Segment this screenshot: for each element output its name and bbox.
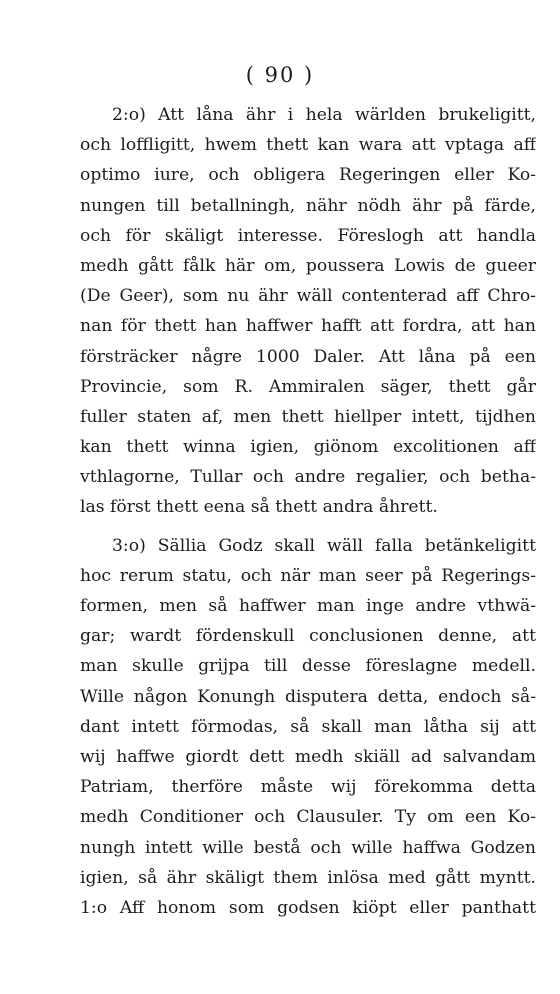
text-line: dant intett förmodas, så skall man låtha sij att	[80, 716, 536, 737]
text-line: optimo iure, och obligera Regeringen eller Ko-	[80, 165, 536, 186]
text-line: 2:o) Att låna ähr i hela wärlden brukeligitt,	[112, 105, 536, 125]
text-line: igien, så ähr skäligt them inlösa med gått myntt.	[80, 867, 536, 888]
text-line: man skulle grijpa till desse föreslagne medell.	[80, 656, 536, 677]
text-line: Wille någon Konungh disputera detta, endoch så-	[80, 686, 536, 707]
text-line: Provincie, som R. Ammiralen säger, thett går	[80, 376, 536, 397]
text-line: och loffligitt, hwem thett kan wara att vptaga aff	[80, 135, 536, 156]
text-line: nungh intett wille bestå och wille haffwa Godzen	[80, 837, 536, 858]
text-line: las först thett eena så thett andra åhrett.	[80, 497, 438, 518]
text-line: fuller staten af, men thett hiellper intett, tijdhen	[80, 406, 536, 427]
paragraph-gap	[80, 523, 536, 531]
text-line: gar; wardt fördenskull conclusionen denne, att	[80, 626, 536, 647]
text-line: 3:o) Sällia Godz skall wäll falla betänkeligitt	[112, 535, 536, 556]
text-line: kan thett winna igien, giönom excolitionen aff	[80, 437, 536, 458]
text-line: medh gått fålk här om, poussera Lowis de gueer	[80, 255, 536, 276]
text-line: nan för thett han haffwer hafft att fordra, att han	[80, 316, 536, 337]
text-line: Patriam, therföre måste wij förekomma detta	[80, 777, 536, 798]
text-line: 1:o Aff honom som godsen kiöpt eller panthatt	[80, 897, 536, 918]
text-line: och för skäligt interesse. Föreslogh att handla	[80, 225, 536, 246]
text-line: formen, men så haffwer man inge andre vthwä-	[80, 596, 536, 616]
body-text	[80, 100, 536, 923]
paragraph	[80, 531, 536, 923]
text-line: nungen till betallningh, nähr nödh ähr på färde,	[80, 195, 536, 216]
text-line: vthlagorne, Tullar och andre regalier, och betha-	[80, 467, 536, 488]
text-line: wij haffwe giordt dett medh skiäll ad salvandam	[80, 746, 536, 767]
text-line: hoc rerum statu, och när man seer på Regerings-	[80, 565, 536, 586]
text-line: (De Geer), som nu ähr wäll contenterad aff Chro-	[80, 286, 536, 307]
page-number: ( 90 )	[245, 63, 315, 87]
text-line: medh Conditioner och Clausuler. Ty om een Ko-	[80, 807, 536, 828]
paragraph	[80, 100, 536, 523]
text-line: försträcker någre 1000 Daler. Att låna på een	[80, 346, 536, 367]
